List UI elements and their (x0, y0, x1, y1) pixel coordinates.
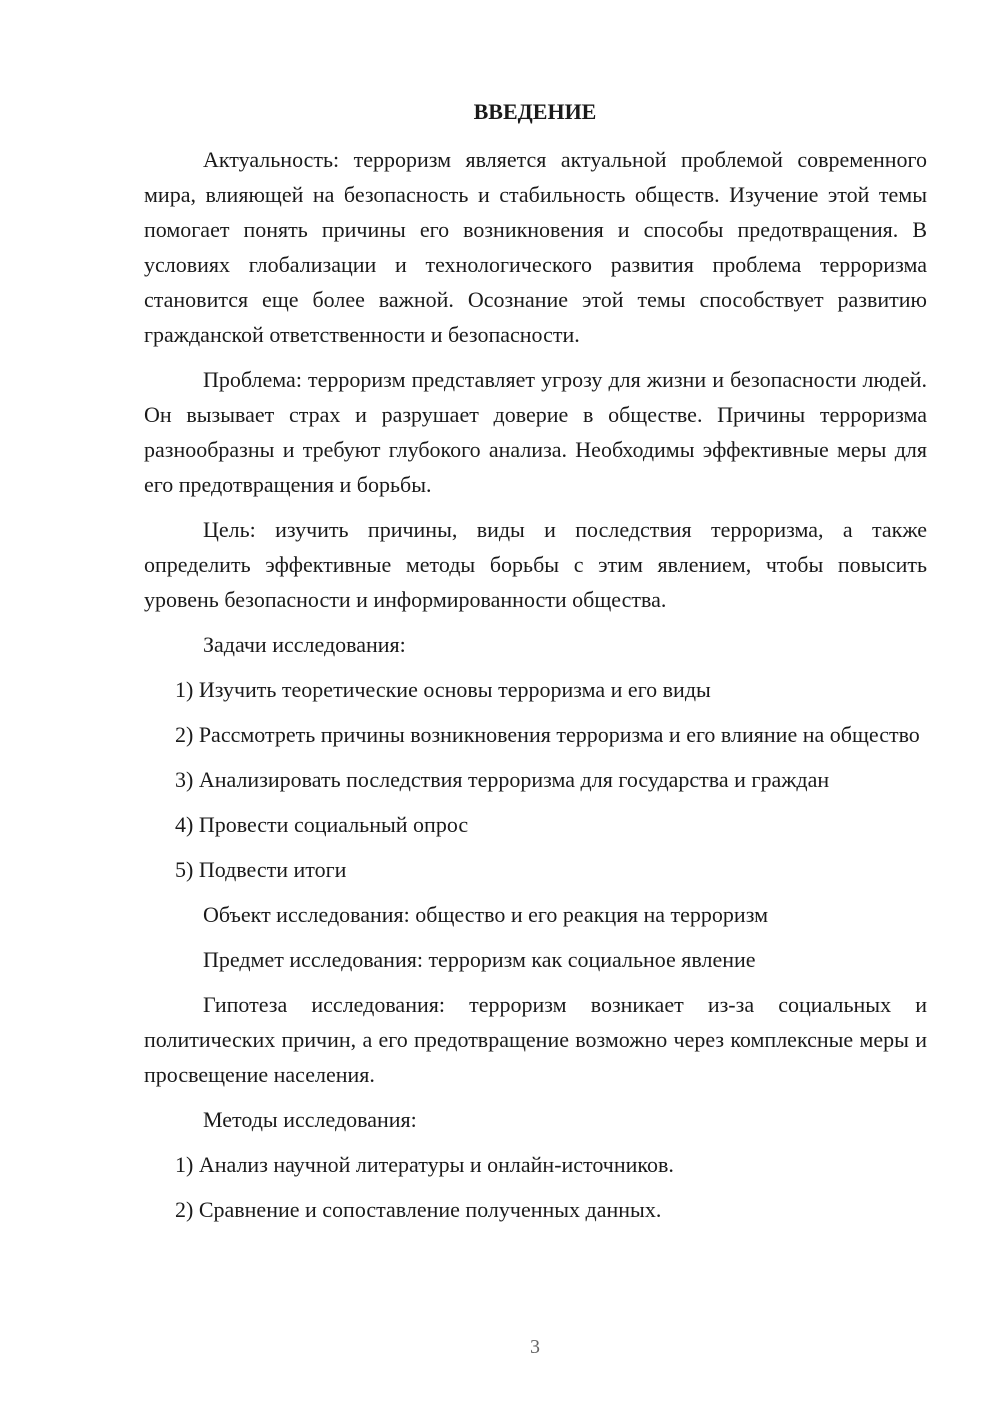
paragraph-hypothesis: Гипотеза исследования: терроризм возникает из-за социальных и политических причин, а его предотвращение возможно через комплексные меры и просвещение населения. (144, 992, 927, 1087)
paragraph-methods-heading: Методы исследования: (203, 1107, 417, 1132)
list-item-method-2: 2) Сравнение и сопоставление полученных данных. (175, 1197, 662, 1222)
list-item-task-3: 3) Анализировать последствия терроризма для государства и граждан (175, 767, 830, 792)
paragraph-tasks-heading: Задачи исследования: (203, 632, 406, 657)
list-item-task-1: 1) Изучить теоретические основы терроризма и его виды (175, 677, 711, 702)
paragraph-subject: Предмет исследования: терроризм как социальное явление (203, 947, 756, 972)
paragraph-relevance: Актуальность: терроризм является актуальной проблемой современного мира, влияющей на безопасность и стабильность обществ. Изучение этой темы помогает понять причины его возникновения и способы предотвращения. В условиях глобализации и технологического развития проблема терроризма становится еще более важной. Осознание этой темы способствует развитию гражданской ответственности и безопасности. (144, 147, 927, 347)
page-number: 3 (530, 1336, 540, 1358)
section-title: ВВЕДЕНИЕ (473, 99, 597, 124)
list-item-task-2: 2) Рассмотреть причины возникновения терроризма и его влияние на общество (175, 722, 920, 747)
paragraph-problem: Проблема: терроризм представляет угрозу для жизни и безопасности людей. Он вызывает страх и разрушает доверие в обществе. Причины терроризма разнообразны и требуют глубокого анализа. Необходимы эффективные меры для его предотвращения и борьбы. (144, 367, 927, 497)
list-item-method-1: 1) Анализ научной литературы и онлайн-источников. (175, 1152, 674, 1177)
paragraph-goal: Цель: изучить причины, виды и последствия терроризма, а также определить эффективные методы борьбы с этим явлением, чтобы повысить уровень безопасности и информированности общества. (144, 517, 927, 612)
paragraph-object: Объект исследования: общество и его реакция на терроризм (203, 902, 768, 927)
list-item-task-5: 5) Подвести итоги (175, 857, 347, 882)
body-text (144, 142, 927, 1227)
list-item-task-4: 4) Провести социальный опрос (175, 812, 469, 837)
